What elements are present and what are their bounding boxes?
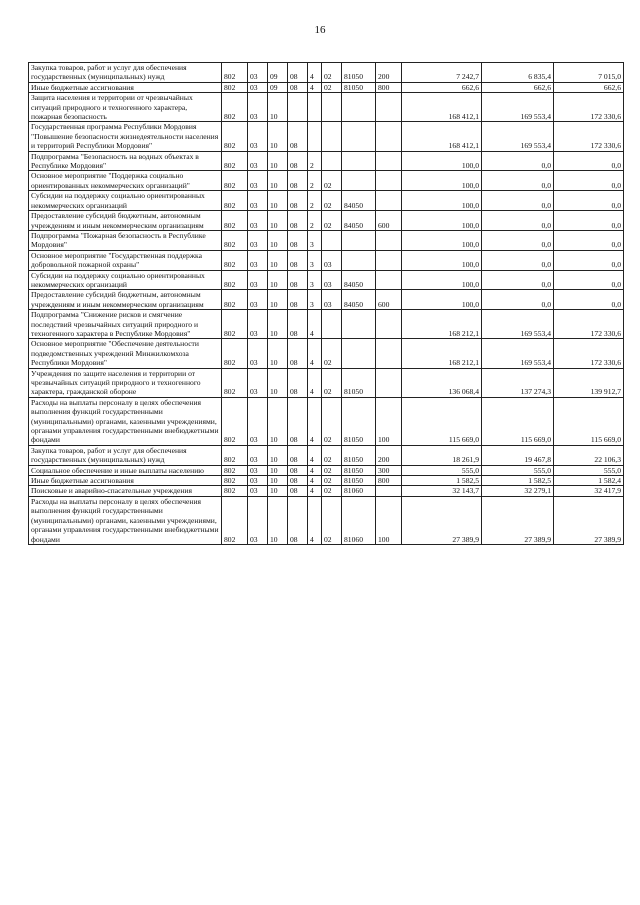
col-expense-type xyxy=(376,191,402,211)
col-subprogram: 3 xyxy=(308,290,322,310)
table-row xyxy=(29,310,624,339)
col-rz: 03 xyxy=(248,82,268,92)
col-expense-type: 200 xyxy=(376,63,402,83)
col-pr: 10 xyxy=(268,93,288,122)
col-pr: 10 xyxy=(268,171,288,191)
col-subprogram: 4 xyxy=(308,397,322,445)
col-sum-year3: 0,0 xyxy=(554,290,624,310)
col-sum-year2: 169 553,4 xyxy=(482,310,554,339)
col-program: 08 xyxy=(288,122,308,151)
col-subprogram: 4 xyxy=(308,82,322,92)
col-program: 08 xyxy=(288,270,308,290)
col-rz: 03 xyxy=(248,445,268,465)
row-name: Предоставление субсидий бюджетным, автономным учреждениям и иным некоммерческим организациям xyxy=(29,211,222,231)
col-subprogram: 4 xyxy=(308,486,322,496)
row-name: Подпрограмма "Снижение рисков и смягчение последствий чрезвычайных ситуаций природного и техногенного характера в Республике Мордовия" xyxy=(29,310,222,339)
col-subprogram: 4 xyxy=(308,310,322,339)
col-sum-year3: 32 417,9 xyxy=(554,486,624,496)
col-sum-year2: 0,0 xyxy=(482,290,554,310)
col-event: 02 xyxy=(322,465,342,475)
col-sum-year3: 0,0 xyxy=(554,211,624,231)
col-gr: 802 xyxy=(222,486,248,496)
col-sum-year2: 169 553,4 xyxy=(482,93,554,122)
col-sum-year3: 115 669,0 xyxy=(554,397,624,445)
col-sum-year2: 0,0 xyxy=(482,191,554,211)
col-sum-year1: 27 389,9 xyxy=(402,496,482,544)
col-event: 02 xyxy=(322,397,342,445)
col-program: 08 xyxy=(288,230,308,250)
col-expense-type: 800 xyxy=(376,82,402,92)
table-row xyxy=(29,191,624,211)
col-sum-year1: 168 212,1 xyxy=(402,339,482,368)
col-sum-year2: 0,0 xyxy=(482,151,554,171)
col-sum-year3: 22 106,3 xyxy=(554,445,624,465)
col-rz: 03 xyxy=(248,310,268,339)
col-direction xyxy=(342,122,376,151)
col-subprogram xyxy=(308,122,322,151)
col-rz: 03 xyxy=(248,496,268,544)
col-direction xyxy=(342,93,376,122)
col-program: 08 xyxy=(288,171,308,191)
col-program: 08 xyxy=(288,151,308,171)
col-program: 08 xyxy=(288,82,308,92)
col-program: 08 xyxy=(288,191,308,211)
col-expense-type: 200 xyxy=(376,445,402,465)
col-pr: 10 xyxy=(268,310,288,339)
col-expense-type xyxy=(376,339,402,368)
col-direction: 81050 xyxy=(342,465,376,475)
row-name: Иные бюджетные ассигнования xyxy=(29,82,222,92)
col-direction: 81050 xyxy=(342,368,376,397)
col-sum-year2: 115 669,0 xyxy=(482,397,554,445)
col-event: 03 xyxy=(322,270,342,290)
table-row xyxy=(29,465,624,475)
col-gr: 802 xyxy=(222,270,248,290)
col-sum-year1: 18 261,9 xyxy=(402,445,482,465)
col-rz: 03 xyxy=(248,171,268,191)
col-direction xyxy=(342,339,376,368)
col-event: 02 xyxy=(322,496,342,544)
col-expense-type: 600 xyxy=(376,211,402,231)
col-event: 03 xyxy=(322,250,342,270)
row-name: Социальное обеспечение и иные выплаты населению xyxy=(29,465,222,475)
col-direction xyxy=(342,310,376,339)
col-gr: 802 xyxy=(222,63,248,83)
col-rz: 03 xyxy=(248,397,268,445)
col-expense-type: 100 xyxy=(376,496,402,544)
col-sum-year3: 555,0 xyxy=(554,465,624,475)
col-event: 02 xyxy=(322,486,342,496)
col-event: 02 xyxy=(322,63,342,83)
row-name: Субсидии на поддержку социально ориентированных некоммерческих организаций xyxy=(29,270,222,290)
col-event xyxy=(322,310,342,339)
col-sum-year1: 100,0 xyxy=(402,211,482,231)
col-event: 02 xyxy=(322,82,342,92)
col-pr: 10 xyxy=(268,290,288,310)
col-pr: 09 xyxy=(268,82,288,92)
col-sum-year3: 139 912,7 xyxy=(554,368,624,397)
table-row xyxy=(29,82,624,92)
col-sum-year2: 169 553,4 xyxy=(482,339,554,368)
col-expense-type xyxy=(376,151,402,171)
col-sum-year3: 0,0 xyxy=(554,151,624,171)
col-sum-year2: 0,0 xyxy=(482,250,554,270)
table-row xyxy=(29,171,624,191)
col-gr: 802 xyxy=(222,93,248,122)
table-row xyxy=(29,397,624,445)
row-name: Основное мероприятие "Обеспечение деятельности подведомственных учреждений Минжилкомхоза Республики Мордовия" xyxy=(29,339,222,368)
row-name: Иные бюджетные ассигнования xyxy=(29,476,222,486)
col-gr: 802 xyxy=(222,445,248,465)
col-direction: 81060 xyxy=(342,486,376,496)
col-subprogram: 3 xyxy=(308,270,322,290)
col-subprogram: 3 xyxy=(308,250,322,270)
col-pr: 10 xyxy=(268,397,288,445)
col-sum-year1: 100,0 xyxy=(402,191,482,211)
col-event: 02 xyxy=(322,191,342,211)
col-expense-type: 100 xyxy=(376,397,402,445)
col-pr: 10 xyxy=(268,496,288,544)
row-name: Государственная программа Республики Мордовия "Повышение безопасности жизнедеятельности населения и территорий Республики Мордовия" xyxy=(29,122,222,151)
col-expense-type xyxy=(376,486,402,496)
col-sum-year3: 0,0 xyxy=(554,230,624,250)
col-sum-year3: 0,0 xyxy=(554,270,624,290)
col-rz: 03 xyxy=(248,368,268,397)
col-sum-year2: 6 835,4 xyxy=(482,63,554,83)
col-gr: 802 xyxy=(222,476,248,486)
row-name: Расходы на выплаты персоналу в целях обеспечения выполнения функций государственными (муниципальными) органами, казенными учреждениями, органами управления государственными внебюджетными фондами xyxy=(29,397,222,445)
col-event xyxy=(322,122,342,151)
col-direction: 81050 xyxy=(342,82,376,92)
col-pr: 10 xyxy=(268,339,288,368)
col-direction xyxy=(342,171,376,191)
col-pr: 10 xyxy=(268,250,288,270)
col-rz: 03 xyxy=(248,211,268,231)
col-expense-type: 800 xyxy=(376,476,402,486)
col-rz: 03 xyxy=(248,270,268,290)
col-sum-year2: 1 582,5 xyxy=(482,476,554,486)
col-sum-year2: 137 274,3 xyxy=(482,368,554,397)
col-subprogram: 2 xyxy=(308,151,322,171)
col-program: 08 xyxy=(288,397,308,445)
table-row xyxy=(29,63,624,83)
row-name: Подпрограмма "Пожарная безопасность в Республике Мордовия" xyxy=(29,230,222,250)
col-gr: 802 xyxy=(222,368,248,397)
col-subprogram: 2 xyxy=(308,211,322,231)
col-gr: 802 xyxy=(222,82,248,92)
table-body xyxy=(29,63,624,545)
col-sum-year1: 32 143,7 xyxy=(402,486,482,496)
col-sum-year3: 1 582,4 xyxy=(554,476,624,486)
row-name: Расходы на выплаты персоналу в целях обеспечения выполнения функций государственными (муниципальными) органами, казенными учреждениями, органами управления государственными внебюджетными фондами xyxy=(29,496,222,544)
col-sum-year3: 172 330,6 xyxy=(554,122,624,151)
col-program: 08 xyxy=(288,310,308,339)
row-name: Защита населения и территории от чрезвычайных ситуаций природного и техногенного характера, пожарная безопасность xyxy=(29,93,222,122)
col-sum-year1: 136 068,4 xyxy=(402,368,482,397)
col-sum-year2: 27 389,9 xyxy=(482,496,554,544)
col-sum-year3: 0,0 xyxy=(554,171,624,191)
col-expense-type xyxy=(376,250,402,270)
col-event xyxy=(322,151,342,171)
col-subprogram: 2 xyxy=(308,171,322,191)
col-sum-year1: 1 582,5 xyxy=(402,476,482,486)
col-sum-year2: 32 279,1 xyxy=(482,486,554,496)
col-sum-year3: 27 389,9 xyxy=(554,496,624,544)
col-event: 02 xyxy=(322,445,342,465)
row-name: Субсидии на поддержку социально ориентированных некоммерческих организаций xyxy=(29,191,222,211)
col-sum-year1: 168 412,1 xyxy=(402,93,482,122)
col-pr: 10 xyxy=(268,211,288,231)
col-subprogram: 4 xyxy=(308,368,322,397)
col-sum-year1: 100,0 xyxy=(402,290,482,310)
table-row xyxy=(29,93,624,122)
col-rz: 03 xyxy=(248,122,268,151)
col-expense-type xyxy=(376,368,402,397)
col-direction xyxy=(342,151,376,171)
table-row xyxy=(29,486,624,496)
col-rz: 03 xyxy=(248,63,268,83)
col-rz: 03 xyxy=(248,93,268,122)
col-rz: 03 xyxy=(248,250,268,270)
table-row xyxy=(29,290,624,310)
col-expense-type xyxy=(376,93,402,122)
col-program: 08 xyxy=(288,476,308,486)
table-row xyxy=(29,270,624,290)
row-name: Основное мероприятие "Государственная поддержка добровольной пожарной охраны" xyxy=(29,250,222,270)
col-pr: 10 xyxy=(268,270,288,290)
table-row xyxy=(29,368,624,397)
col-pr: 10 xyxy=(268,191,288,211)
col-direction: 81050 xyxy=(342,63,376,83)
col-event: 02 xyxy=(322,476,342,486)
col-pr: 09 xyxy=(268,63,288,83)
col-sum-year3: 7 015,0 xyxy=(554,63,624,83)
col-rz: 03 xyxy=(248,290,268,310)
col-direction xyxy=(342,250,376,270)
col-gr: 802 xyxy=(222,191,248,211)
col-rz: 03 xyxy=(248,230,268,250)
col-sum-year1: 100,0 xyxy=(402,250,482,270)
col-program: 08 xyxy=(288,486,308,496)
col-gr: 802 xyxy=(222,151,248,171)
col-sum-year2: 0,0 xyxy=(482,270,554,290)
col-program: 08 xyxy=(288,250,308,270)
col-gr: 802 xyxy=(222,397,248,445)
col-program xyxy=(288,93,308,122)
col-gr: 802 xyxy=(222,230,248,250)
col-subprogram: 3 xyxy=(308,230,322,250)
col-sum-year3: 172 330,6 xyxy=(554,93,624,122)
col-sum-year1: 100,0 xyxy=(402,151,482,171)
col-rz: 03 xyxy=(248,476,268,486)
col-sum-year3: 172 330,6 xyxy=(554,310,624,339)
col-expense-type xyxy=(376,310,402,339)
col-subprogram: 2 xyxy=(308,191,322,211)
col-gr: 802 xyxy=(222,250,248,270)
col-gr: 802 xyxy=(222,496,248,544)
col-direction: 84050 xyxy=(342,270,376,290)
col-sum-year1: 168 212,1 xyxy=(402,310,482,339)
col-sum-year1: 555,0 xyxy=(402,465,482,475)
col-direction: 81050 xyxy=(342,397,376,445)
col-direction: 84050 xyxy=(342,211,376,231)
col-direction: 81060 xyxy=(342,496,376,544)
col-subprogram: 4 xyxy=(308,465,322,475)
row-name: Закупка товаров, работ и услуг для обеспечения государственных (муниципальных) нужд xyxy=(29,445,222,465)
budget-table xyxy=(28,62,624,545)
row-name: Учреждения по защите населения и территории от чрезвычайных ситуаций природного и техногенного характера, гражданской обороне xyxy=(29,368,222,397)
col-rz: 03 xyxy=(248,486,268,496)
col-event: 02 xyxy=(322,368,342,397)
col-sum-year2: 662,6 xyxy=(482,82,554,92)
col-program: 08 xyxy=(288,445,308,465)
col-pr: 10 xyxy=(268,476,288,486)
col-event xyxy=(322,230,342,250)
col-sum-year1: 100,0 xyxy=(402,171,482,191)
col-sum-year3: 0,0 xyxy=(554,191,624,211)
col-gr: 802 xyxy=(222,465,248,475)
col-expense-type: 300 xyxy=(376,465,402,475)
col-event xyxy=(322,93,342,122)
table-row xyxy=(29,211,624,231)
col-gr: 802 xyxy=(222,211,248,231)
col-program: 08 xyxy=(288,465,308,475)
col-sum-year1: 100,0 xyxy=(402,230,482,250)
row-name: Поисковые и аварийно-спасательные учреждения xyxy=(29,486,222,496)
col-expense-type xyxy=(376,230,402,250)
col-gr: 802 xyxy=(222,339,248,368)
col-expense-type xyxy=(376,122,402,151)
col-gr: 802 xyxy=(222,122,248,151)
col-subprogram: 4 xyxy=(308,63,322,83)
col-pr: 10 xyxy=(268,486,288,496)
col-sum-year1: 100,0 xyxy=(402,270,482,290)
row-name: Закупка товаров, работ и услуг для обеспечения государственных (муниципальных) нужд xyxy=(29,63,222,83)
col-gr: 802 xyxy=(222,171,248,191)
col-direction: 84050 xyxy=(342,290,376,310)
col-program: 08 xyxy=(288,211,308,231)
col-pr: 10 xyxy=(268,230,288,250)
col-subprogram: 4 xyxy=(308,445,322,465)
col-pr: 10 xyxy=(268,465,288,475)
col-subprogram: 4 xyxy=(308,476,322,486)
col-sum-year2: 0,0 xyxy=(482,211,554,231)
col-expense-type xyxy=(376,171,402,191)
table-row xyxy=(29,476,624,486)
table-row xyxy=(29,250,624,270)
col-sum-year2: 169 553,4 xyxy=(482,122,554,151)
col-expense-type: 600 xyxy=(376,290,402,310)
table-row xyxy=(29,122,624,151)
row-name: Подпрограмма "Безопасность на водных объектах в Республике Мордовия" xyxy=(29,151,222,171)
col-subprogram: 4 xyxy=(308,496,322,544)
col-program: 08 xyxy=(288,368,308,397)
col-sum-year2: 19 467,8 xyxy=(482,445,554,465)
col-sum-year1: 662,6 xyxy=(402,82,482,92)
col-program: 08 xyxy=(288,290,308,310)
col-event: 02 xyxy=(322,211,342,231)
col-direction: 81050 xyxy=(342,476,376,486)
col-rz: 03 xyxy=(248,151,268,171)
table-row xyxy=(29,151,624,171)
col-subprogram: 4 xyxy=(308,339,322,368)
row-name: Основное мероприятие "Поддержка социально ориентированных некоммерческих организаций" xyxy=(29,171,222,191)
col-program: 08 xyxy=(288,339,308,368)
col-event: 03 xyxy=(322,290,342,310)
col-rz: 03 xyxy=(248,465,268,475)
page-number: 16 xyxy=(314,24,326,36)
table-row xyxy=(29,230,624,250)
col-pr: 10 xyxy=(268,151,288,171)
table-row xyxy=(29,339,624,368)
col-pr: 10 xyxy=(268,122,288,151)
table-row xyxy=(29,445,624,465)
col-event: 02 xyxy=(322,171,342,191)
col-pr: 10 xyxy=(268,445,288,465)
col-sum-year2: 0,0 xyxy=(482,230,554,250)
col-event: 02 xyxy=(322,339,342,368)
col-rz: 03 xyxy=(248,339,268,368)
col-program: 08 xyxy=(288,63,308,83)
row-name: Предоставление субсидий бюджетным, автономным учреждениям и иным некоммерческим организациям xyxy=(29,290,222,310)
col-sum-year3: 662,6 xyxy=(554,82,624,92)
col-pr: 10 xyxy=(268,368,288,397)
col-sum-year2: 0,0 xyxy=(482,171,554,191)
col-sum-year2: 555,0 xyxy=(482,465,554,475)
col-direction: 81050 xyxy=(342,445,376,465)
col-program: 08 xyxy=(288,496,308,544)
table-row xyxy=(29,496,624,544)
col-gr: 802 xyxy=(222,310,248,339)
col-rz: 03 xyxy=(248,191,268,211)
col-direction xyxy=(342,230,376,250)
col-expense-type xyxy=(376,270,402,290)
col-direction: 84050 xyxy=(342,191,376,211)
col-sum-year3: 0,0 xyxy=(554,250,624,270)
col-sum-year1: 168 412,1 xyxy=(402,122,482,151)
col-sum-year1: 7 242,7 xyxy=(402,63,482,83)
col-gr: 802 xyxy=(222,290,248,310)
col-sum-year1: 115 669,0 xyxy=(402,397,482,445)
col-sum-year3: 172 330,6 xyxy=(554,339,624,368)
col-subprogram xyxy=(308,93,322,122)
